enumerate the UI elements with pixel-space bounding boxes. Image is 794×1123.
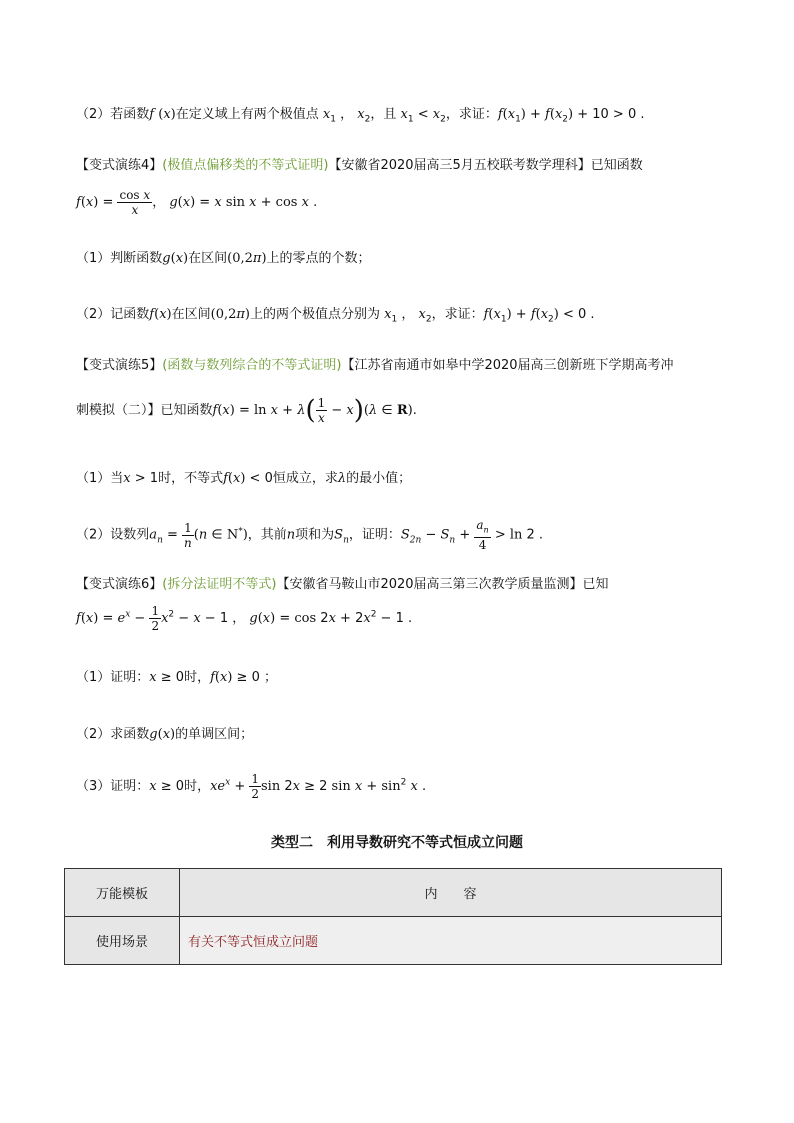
exercise-5-q2: （2）设数列$a_n$ = $\frac{1}{n}$ (n ∈ N*)，其前n项和为$S_n$，证明：$S_{2n} - S_n$ + $\frac{a_n}{4}$ > ln 2 . bbox=[76, 518, 544, 553]
exercise-5-definition: 刺模拟（二）】已知函数f(x) = ln x + λ( $\frac{1}{x}$ − x)(λ ∈ R). bbox=[76, 395, 417, 426]
table-row bbox=[65, 917, 722, 965]
table-header-right: 内 容 bbox=[180, 869, 722, 917]
exercise-6-q1: （1）证明：x ≥ 0时，f(x) ≥ 0 ； bbox=[76, 670, 277, 685]
exercise-4-topic: (极值点偏移类的不等式证明) bbox=[162, 158, 329, 173]
section-title: 类型二 利用导数研究不等式恒成立问题 bbox=[271, 835, 523, 851]
exercise-4-header: 【变式演练4】(极值点偏移类的不等式证明)【安徽省2020届高三5月五校联考数学理科】已知函数 bbox=[76, 158, 643, 173]
exercise-6-topic: (拆分法证明不等式) bbox=[162, 577, 277, 592]
table-cell-usage-value: 有关不等式恒成立问题 bbox=[180, 917, 722, 965]
prev-problem-part2: （2）若函数f (x)在定义域上有两个极值点 $x_1$ ， $x_2$，且 $x_1 < x_2$，求证：$f(x_1) + f(x_2) + 10 > 0$ . bbox=[76, 107, 645, 125]
table-header-row bbox=[65, 869, 722, 917]
exercise-4-q2: （2）记函数f(x)在区间(0,2π)上的两个极值点分别为 $x_1$ ， $x_2$，求证：$f(x_1) + f(x_2) < 0$ . bbox=[76, 307, 595, 325]
exercise-6-q2: （2）求函数g(x)的单调区间； bbox=[76, 727, 254, 742]
exercise-4-definition: f(x) = $\frac{\text{cos x}}{x}$ ， g(x) = x sin x + cos x . bbox=[76, 188, 318, 217]
exercise-5-header: 【变式演练5】(函数与数列综合的不等式证明)【江苏省南通市如皋中学2020届高三创新班下学期高考冲 bbox=[76, 358, 674, 373]
template-table bbox=[64, 868, 722, 965]
exercise-6-header: 【变式演练6】(拆分法证明不等式)【安徽省马鞍山市2020届高三第三次教学质量监测】已知 bbox=[76, 577, 609, 592]
exercise-4-q1: （1）判断函数g(x)在区间(0,2π)上的零点的个数； bbox=[76, 251, 371, 266]
table-cell-usage-label: 使用场景 bbox=[65, 917, 180, 965]
table-header-left: 万能模板 bbox=[65, 869, 180, 917]
exercise-5-q1: （1）当x > 1时，不等式f(x) < 0恒成立，求λ的最小值； bbox=[76, 471, 412, 486]
exercise-6-q3: （3）证明：x ≥ 0时，$xe^x$ + $\frac{1}{2}$ sin 2x ≥ 2 $\sin x + \sin^2 x$ . bbox=[76, 772, 427, 801]
exercise-5-topic: (函数与数列综合的不等式证明) bbox=[162, 358, 342, 373]
exercise-6-definition: $f(x) = e^x$ − $\frac{1}{2}$ $x^2 - x - 1$ ， $g(x) = \cos 2x + 2x^2 - 1$ . bbox=[76, 604, 413, 633]
